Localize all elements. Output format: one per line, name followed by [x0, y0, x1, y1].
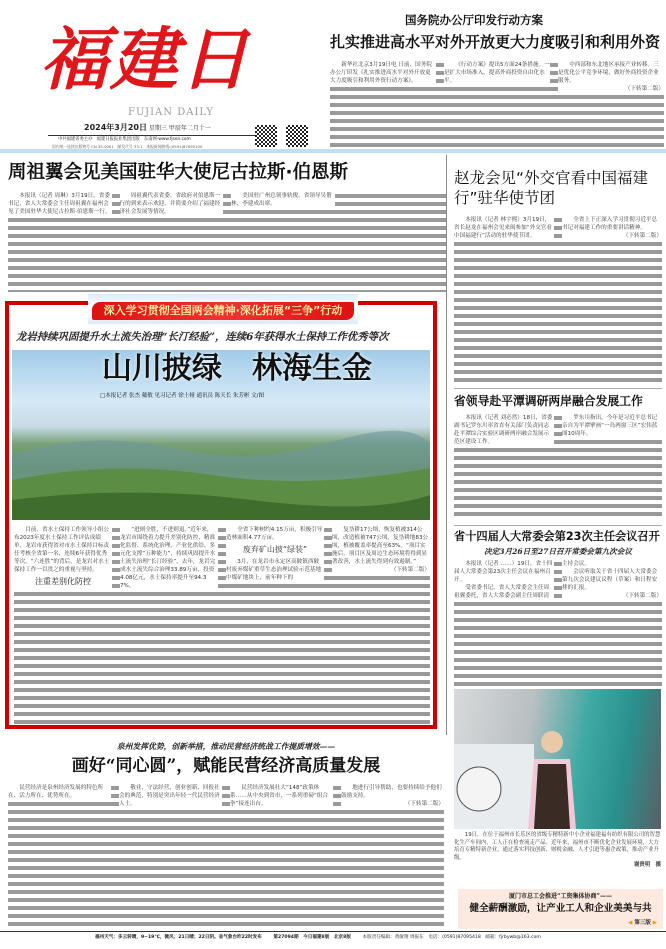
pingtan-headline: 省领导赴平潭调研两岸融合发展工作	[454, 394, 643, 408]
promo-kicker: 厦门市总工会推进“工资集体协商”——	[509, 893, 612, 900]
footer-rule	[0, 931, 666, 932]
continued-link[interactable]: （下转第二版）	[562, 592, 662, 600]
qr-code-2[interactable]	[286, 125, 308, 147]
top-story-headline: 扎实推进高水平对外开放更大力度吸引和利用外资	[330, 33, 661, 51]
npc-subheadline: 决定3月26日至27日召开常委会第九次会议	[484, 547, 632, 556]
feature-banner	[88, 294, 358, 324]
paragraph: 新华社北京3月19日电 日前，国务院办公厅印发《扎实推进高水平对外开放更大力度吸引和利用外资行动方案》。	[330, 61, 436, 85]
npc-headline: 省十四届人大常委会第23次主任会议召开	[454, 530, 660, 543]
factory-worker-photo	[454, 689, 661, 829]
masthead-rule	[48, 135, 256, 136]
top-story-kicker: 国务院办公厅印发行动方案	[405, 13, 543, 27]
paragraph: 罗东川指出，今年是习近平总书记亲自为平潭擘画“一岛两窗三区”宏伟蓝图10周年。	[562, 414, 662, 438]
column-separator	[446, 155, 447, 735]
date-line	[84, 122, 211, 134]
zhao-headline: 赵龙会见“外交官看中国福建行”驻华使节团	[454, 169, 649, 207]
npc-story	[454, 528, 662, 686]
landscape-photo	[12, 350, 430, 520]
quanzhou-body	[8, 784, 444, 928]
promo-page: 第三版	[634, 920, 651, 926]
paragraph: 民营经济是泉州经济发展的特色所在、活力所在、优势所在。	[8, 784, 111, 800]
paragraph: 中西部和东北地区承接产业转移。三是优化公平竞争环境，做好外商投资企业服务。	[558, 61, 664, 85]
pingtan-body	[454, 414, 662, 520]
paragraph: 目前，省水土保持工作领导小组公布2023年度水土保持工作评估成绩单，龙岩市获得省对市水土保持目标责任考核全省第一名，连续6年获得优秀等次。“六连胜”的背后，是龙岩对水土保持工作一以贯之的重视与坚持。	[14, 526, 112, 574]
zhao-body	[454, 216, 662, 384]
zhou-headline: 周祖翼会见美国驻华大使尼古拉斯·伯恩斯	[8, 162, 349, 183]
zhao-story	[454, 168, 662, 383]
paragraph: 地进行引导帮助，也要持续给予他们鼓励支持。	[341, 784, 444, 800]
promo-headline: 健全薪酬激励，让产业工人和企业美美与共	[469, 903, 652, 914]
zhou-story	[8, 155, 448, 295]
divider	[454, 388, 662, 389]
zhou-body	[8, 192, 446, 292]
lunar-date: 甲辰年二月十一	[168, 125, 211, 132]
continued-link[interactable]: （下转第二版）	[332, 566, 430, 574]
date: 2024年3月20日	[84, 123, 147, 132]
subheading: 废弃矿山披“绿装”	[226, 542, 324, 558]
arrow-left-icon: ◀	[628, 920, 633, 926]
paragraph: 本报讯（记者 周琳）3月19日，省委书记、省人大常委会主任周祖翼在福州会见了美国驻华大使尼古拉斯·伯恩斯一行。	[8, 193, 111, 215]
footer	[95, 934, 541, 941]
quanzhou-story	[8, 738, 444, 928]
weekday: 星期三	[148, 125, 167, 132]
quanzhou-headline: 画好“同心圆”，赋能民营经济高质量发展	[71, 756, 381, 776]
paragraph: 周祖翼代表省委、省政府对伯恩斯一行的到来表示欢迎，并简要介绍了福建经济社会发展等情况。	[120, 192, 224, 216]
paragraph: “进则全胜，不进则退。”近年来，龙岩市围绕着力提升差别化防控、精准化监督、系统化治理、产业化供给、多元化支撑“五种能力”，持续巩固提升水土流失治理“长汀经验”。去年，龙岩完成水土流失综合治理33.89万亩，投资4.08亿元，水土保持率提升至94.37%。	[120, 526, 218, 590]
qr-code-1[interactable]	[255, 125, 277, 147]
issue-info: 第27094期 今日福建8版 北京8版	[273, 935, 351, 940]
masthead	[0, 0, 330, 150]
top-story-body	[330, 61, 664, 147]
english-title: FUJIAN DAILY	[128, 107, 214, 118]
worker-illustration	[454, 689, 661, 829]
publisher-line: 中共福建省委主办 福建日报报业集团出版 东南网-www.fjsen.com	[58, 137, 191, 142]
paragraph: 美国驻广州总领事轨俊、省领导吴偕林、李建成出席。	[231, 192, 335, 208]
continued-link[interactable]: （下转第二版）	[562, 232, 662, 240]
feature-byline: □本报记者 张杰 戴敏 见习记者 徐士娅 通讯员 陈天长 朱芳彬 文/图	[100, 393, 265, 399]
paragraph: 本报讯（记者 林宇熙）3月19日，省长赵龙在福州会见来闽参加“外交官看中国福建行”活动的驻华使节团。	[454, 217, 552, 239]
photo-caption	[454, 832, 661, 886]
feature-kicker: 龙岩持续巩固提升水土流失治理“长汀经验”，连续6年获得水土保持工作优秀等次	[16, 331, 389, 343]
top-story	[330, 8, 664, 148]
npc-body	[454, 560, 662, 686]
paragraph: 受省委书记、省人大常委会主任周祖翼委托，省人大常委会副主任周联清主持会议。	[454, 560, 662, 600]
caption-text: 19日，在位于福州市长乐区的省级专精特新中小企业福建福有纺织有限公司的智慧化生产车间内，工人正在检查流走产品。近年来，福州市不断优化企业发展环境，大力培育专精特新企业，通过落实科技创新、财税金融、人才引进等惠企政策，推动产业升级。	[454, 832, 661, 861]
paragraph: 民营经济发展壮大“148”政策体系……从中央到省市，一系列重磅“组合拳”接连出台。	[230, 784, 333, 808]
paragraph: 会议听取关于省十四届人大常委会第九次会议建议议程（草案）和日程安排的汇报。	[562, 568, 662, 592]
paragraph: 全省上下正深入学习贯彻习近平总书记对福建工作的重要讲话精神。	[562, 216, 662, 232]
promo-page-link[interactable]	[628, 919, 657, 927]
editors-info: 本版责任编辑：黄敏翔 周振东 电话：(0591)87095418 邮箱：fjrbywb@163.com	[362, 935, 541, 940]
registration-line: 国内统一连续出版物号 CN 35-0001 邮发代号 33-1 本报新闻热线:(0591)87095100	[52, 144, 203, 149]
paragraph: 3月，在龙岩市永定区高陂镇西陂村废弃煤矿重草生态治理试验示范基地中煤矿地块上，前年种下的	[226, 558, 324, 582]
weather: 福州天气：多云转晴，9~19℃，微风；21日晴；22日阴。省气象台昨22时发布	[95, 935, 262, 940]
quanzhou-kicker: 泉州发挥优势，创新举措，推动民营经济统战工作提质增效——	[116, 742, 336, 751]
promo-box[interactable]	[458, 889, 663, 929]
paragraph: 复垦耕17公顷，恢复植被314公顷，改造植被747公顷，复垦耕地83公顷，植被覆盖率提高至63%。“项目实施后，项目区及周边生态环境将得到显著改善，水土流失得到有效遏制。”	[332, 527, 429, 565]
paragraph: 敬业、守法经营、创业创新、回报社会的典范，特别是突出年轻一代民营经济人士。	[119, 784, 222, 808]
divider	[0, 149, 666, 153]
divider	[454, 525, 662, 526]
paragraph: 本报讯（记者 刘必然）18日，省委副书记罗东川率省直有关部门负责同志赴平潭综合实验区调研两岸融合发展示范区建设工作。	[454, 415, 553, 445]
newspaper-logo: 福建日	[40, 20, 251, 100]
continued-link[interactable]: （下转第二版）	[558, 85, 664, 93]
feature-headline: 山川披绿 林海生金	[102, 351, 372, 386]
arrow-right-icon: ▶	[652, 920, 657, 926]
photo-credit: 谢贵明 摄	[634, 862, 661, 868]
feature-body	[14, 526, 430, 724]
feature-banner-text: 深入学习贯彻全国两会精神·深化拓展“三争”行动	[92, 302, 354, 320]
pingtan-story	[454, 392, 662, 522]
subheading: 注重差别化防控	[14, 574, 112, 590]
paragraph: 《行动方案》提出5方面24条措施。一是扩大市场准入，提高外商投资自由化水平。	[444, 62, 550, 84]
continued-link[interactable]: （下转第二版）	[341, 800, 444, 808]
paragraph: 全省下种树约4.15万亩，积极引导造林面积4.77万亩。	[226, 527, 323, 541]
paragraph: 本报讯（记者 ……）19日，省十四届人大常委会第23次主任会议在福州召开。	[454, 561, 553, 583]
